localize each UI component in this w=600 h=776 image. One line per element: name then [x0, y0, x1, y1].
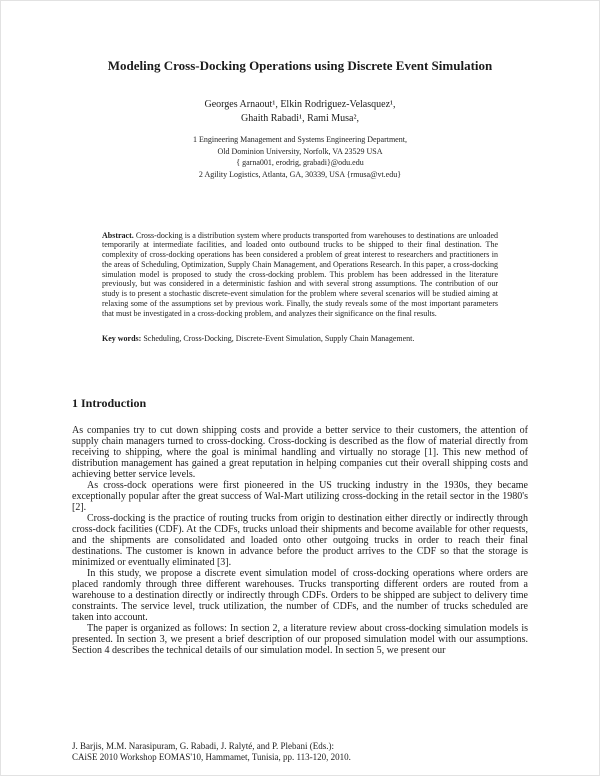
paragraph: Cross-docking is the practice of routing trucks from origin to destination either directly or indirectly through cross-dock facilities (CDF). At the CDFs, trucks unload their shipments and become available for other requests, and the shipments are consolidated and loaded onto other outgoing trucks in order to reach their final destinations. The customer is known in advance before the product arrives to the CDF so that the storage is minimized or eventually eliminated [3]. — [72, 513, 528, 569]
paragraph: As companies try to cut down shipping costs and provide a better service to their customers, the attention of supply chain managers turned to cross-docking. Cross-docking is described as the flow of material directly from receiving to shipping, where the goal is minimal handling and virtually no storage [1]. This new method of distribution management has gained a great reputation in helping companies cut their overall shipping costs and achieving better service levels. — [72, 425, 528, 481]
author-line: Ghaith Rabadi¹, Rami Musa², — [241, 112, 359, 124]
affiliation-line: 1 Engineering Management and Systems Engineering Department, — [193, 135, 407, 145]
keywords-text: Scheduling, Cross-Docking, Discrete-Event Simulation, Supply Chain Management. — [141, 334, 415, 344]
keywords — [102, 334, 498, 344]
footer — [72, 741, 528, 764]
affiliation-block — [72, 134, 528, 180]
abstract-label: Abstract. — [102, 230, 134, 240]
paper-title: Modeling Cross-Docking Operations using Discrete Event Simulation — [107, 58, 493, 73]
keywords-label: Key words: — [102, 334, 142, 344]
footer-editors-line: J. Barjis, M.M. Narasipuram, G. Rabadi, J. Ralyté, and P. Plebani (Eds.): — [72, 740, 334, 751]
affiliation-line: Old Dominion University, Norfolk, VA 23529 USA — [217, 146, 383, 156]
abstract-text: Cross-docking is a distribution system where products transported from warehouses to destinations are unloaded temporarily at intermediate facilities, and loaded onto outbound trucks to be shipped to their final destination. The complexity of cross-docking operations has been considered a problem of great interest to researchers and practitioners in the areas of Scheduling, Optimization, Supply Chain Management, and Operations Research. In this paper, a cross-docking simulation model is proposed to study the cross-docking problem. This problem has been addressed in the literature previously, but was considered in a deterministic fashion and with several strong assumptions. The contribution of our study is to present a stochastic discrete-event simulation for the problem where several scenarios will be studied aiming at relaxing some of the assumptions set by previous work. Finally, the study reveals some of the most important parameters that must be investigated in a cross-docking problem, and analyzes their significance on the final results. — [102, 230, 498, 318]
affiliation-email-line: { garna001, erodrig, grabadi}@odu.edu — [236, 158, 364, 168]
affiliation-line: 2 Agility Logistics, Atlanta, GA, 30339, USA {rmusa@vt.edu} — [198, 170, 402, 180]
paragraph: In this study, we propose a discrete event simulation model of cross-docking operations where orders are placed randomly through three different warehouses. Trucks transporting different orders are routed from a warehouse to a destination directly or indirectly through CDFs. Orders to be shipped are subject to delivery time constraints. The service level, truck utilization, the number of CDFs, and the number of trucks scheduled are taken into account. — [72, 568, 528, 624]
author-line: Georges Arnaout¹, Elkin Rodriguez-Velasquez¹, — [204, 99, 396, 111]
footer-proceedings-line: CAiSE 2010 Workshop EOMAS'10, Hammamet, Tunisia, pp. 113-120, 2010. — [72, 752, 351, 763]
author-block — [72, 98, 528, 125]
introduction-body — [72, 425, 528, 656]
section-heading-introduction: 1 Introduction — [72, 396, 147, 411]
paragraph: As cross-dock operations were first pioneered in the US trucking industry in the 1930s, they became exceptionally popular after the great success of Wal-Mart utilizing cross-docking in the retail sector in the 1980's [2]. — [72, 480, 528, 514]
abstract — [102, 231, 498, 319]
paragraph: The paper is organized as follows: In section 2, a literature review about cross-docking simulation models is presented. In section 3, we present a brief description of our proposed simulation model with our assumptions. Section 4 describes the technical details of our simulation model. In section 5, we present our — [72, 623, 528, 657]
